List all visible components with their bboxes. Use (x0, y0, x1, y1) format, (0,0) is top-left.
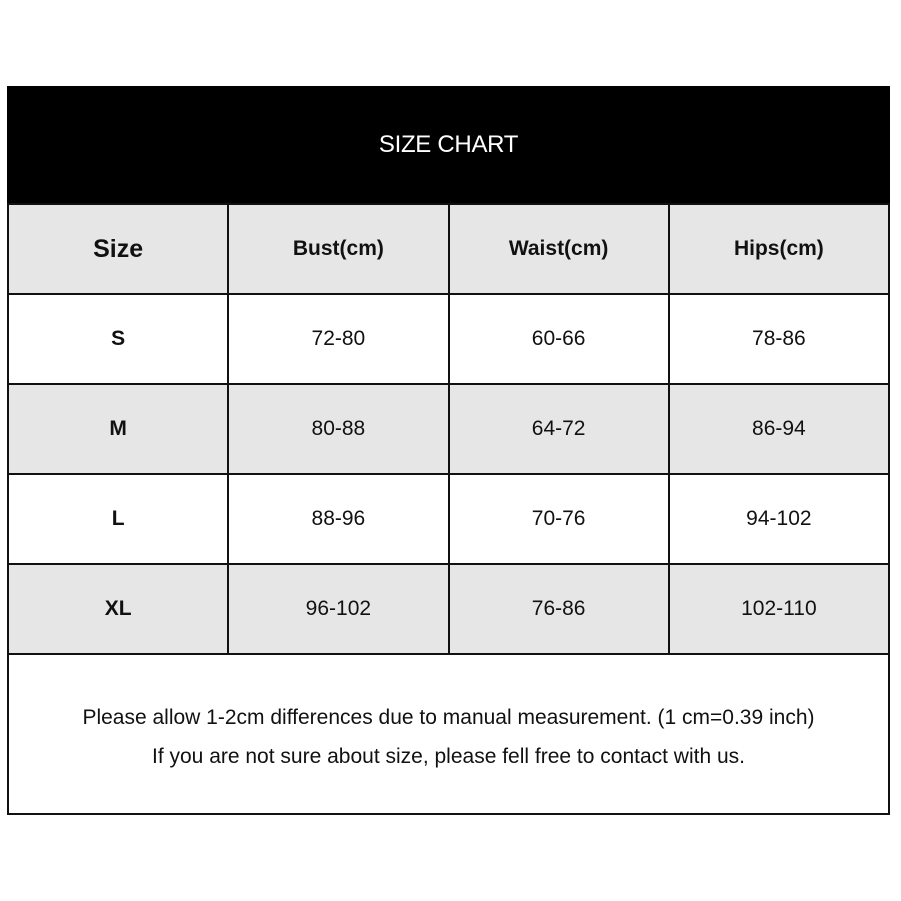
hips-cell: 94-102 (669, 474, 889, 564)
header-bust: Bust(cm) (228, 204, 448, 294)
waist-cell: 76-86 (449, 564, 669, 654)
table-row (8, 384, 889, 474)
size-cell: M (8, 384, 228, 474)
waist-cell: 60-66 (449, 294, 669, 384)
bust-cell: 80-88 (228, 384, 448, 474)
chart-title: SIZE CHART (7, 86, 890, 204)
hips-cell: 102-110 (669, 564, 889, 654)
bust-cell: 72-80 (228, 294, 448, 384)
table-row (8, 294, 889, 384)
header-waist: Waist(cm) (449, 204, 669, 294)
table-row (8, 474, 889, 564)
bust-cell: 88-96 (228, 474, 448, 564)
waist-cell: 64-72 (449, 384, 669, 474)
header-hips: Hips(cm) (669, 204, 889, 294)
note-line-1: Please allow 1-2cm differences due to manual measurement. (1 cm=0.39 inch) (82, 706, 815, 729)
bust-cell: 96-102 (228, 564, 448, 654)
note-line-2: If you are not sure about size, please fell free to contact with us. (152, 745, 745, 768)
measurement-note (7, 661, 890, 813)
table-header-row (8, 204, 889, 294)
header-size: Size (8, 204, 228, 294)
size-cell: S (8, 294, 228, 384)
hips-cell: 86-94 (669, 384, 889, 474)
size-chart (7, 86, 890, 815)
size-cell: XL (8, 564, 228, 654)
hips-cell: 78-86 (669, 294, 889, 384)
table-row (8, 564, 889, 654)
size-cell: L (8, 474, 228, 564)
size-table (7, 203, 890, 655)
waist-cell: 70-76 (449, 474, 669, 564)
